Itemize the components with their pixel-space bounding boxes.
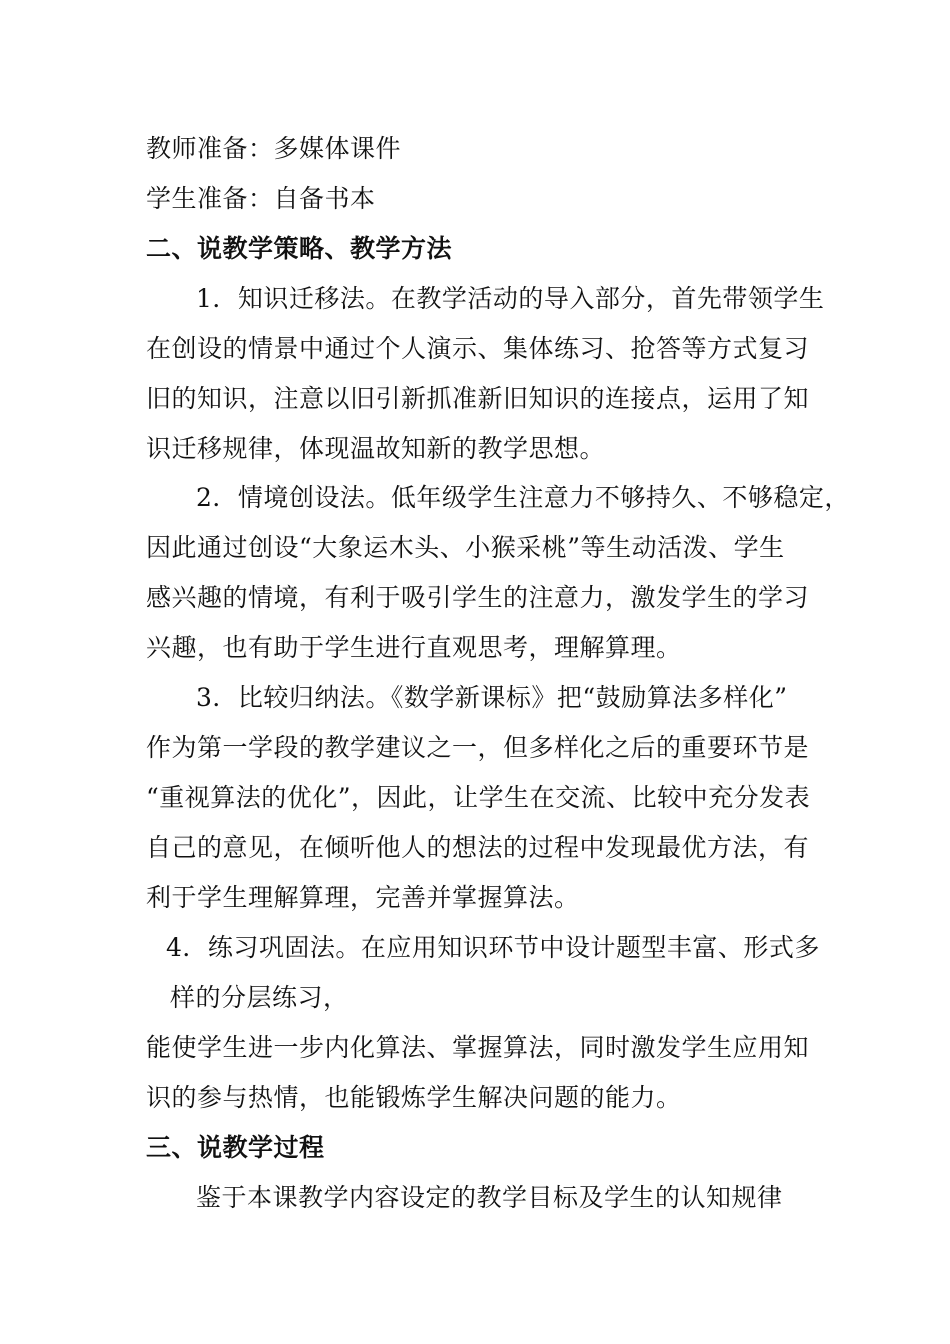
section-heading-strategy: 二、说教学策略、教学方法: [146, 234, 453, 263]
student-preparation-line: 学生准备：自备书本: [146, 184, 376, 213]
paragraph-line: 鉴于本课教学内容设定的教学目标及学生的认知规律: [196, 1183, 783, 1212]
paragraph-line: 利于学生理解算理，完善并掌握算法。: [146, 883, 580, 912]
paragraph-line: 旧的知识，注意以旧引新抓准新旧知识的连接点，运用了知: [146, 384, 810, 413]
paragraph-line: 样的分层练习，: [170, 983, 349, 1012]
paragraph-line: 识迁移规律，体现温故知新的教学思想。: [146, 434, 606, 463]
paragraph-line: 在创设的情景中通过个人演示、集体练习、抢答等方式复习: [146, 334, 810, 363]
paragraph-line: 自己的意见，在倾听他人的想法的过程中发现最优方法，有: [146, 833, 810, 862]
paragraph-line: 2．情境创设法。低年级学生注意力不够持久、不够稳定，: [196, 483, 850, 512]
paragraph-line: “重视算法的优化”，因此，让学生在交流、比较中充分发表: [146, 783, 811, 812]
section-heading-process: 三、说教学过程: [146, 1133, 325, 1162]
paragraph-line: 因此通过创设“大象运木头、小猴采桃”等生动活泼、学生: [146, 533, 785, 562]
paragraph-line: 能使学生进一步内化算法、掌握算法，同时激发学生应用知: [146, 1033, 810, 1062]
teacher-preparation-line: 教师准备：多媒体课件: [146, 134, 402, 163]
paragraph-line: 识的参与热情，也能锻炼学生解决问题的能力。: [146, 1083, 682, 1112]
paragraph-line: 3．比较归纳法。《数学新课标》把“鼓励算法多样化”: [196, 683, 788, 712]
paragraph-line: 4．练习巩固法。在应用知识环节中设计题型丰富、形式多: [166, 933, 820, 962]
paragraph-line: 兴趣，也有助于学生进行直观思考，理解算理。: [146, 633, 682, 662]
paragraph-line: 感兴趣的情境，有利于吸引学生的注意力，激发学生的学习: [146, 583, 810, 612]
paragraph-line: 1．知识迁移法。在教学活动的导入部分，首先带领学生: [196, 284, 825, 313]
paragraph-line: 作为第一学段的教学建议之一，但多样化之后的重要环节是: [146, 733, 810, 762]
